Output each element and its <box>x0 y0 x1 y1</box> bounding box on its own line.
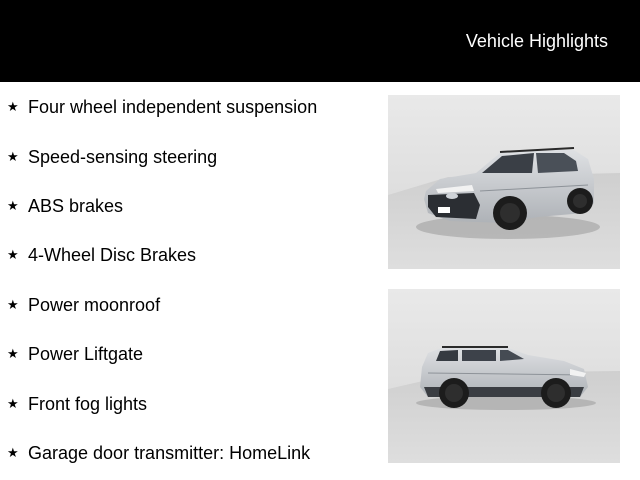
feature-item <box>7 146 217 168</box>
feature-item <box>7 244 196 266</box>
suv-side-profile-photo <box>388 289 620 463</box>
star-icon: ★ <box>7 346 19 361</box>
feature-label: Front fog lights <box>28 394 148 414</box>
feature-item <box>7 343 143 365</box>
feature-item <box>7 294 160 316</box>
star-icon: ★ <box>7 99 19 114</box>
star-icon: ★ <box>7 445 19 460</box>
feature-label: Four wheel independent suspension <box>28 97 318 117</box>
page-title: Vehicle Highlights <box>465 31 608 51</box>
vehicle-photo-side <box>388 289 620 463</box>
feature-label: Speed-sensing steering <box>28 147 218 167</box>
feature-label: Power Liftgate <box>28 344 144 364</box>
feature-item <box>7 96 317 118</box>
header-bar <box>0 0 640 82</box>
feature-item <box>7 195 123 217</box>
star-icon: ★ <box>7 396 19 411</box>
feature-label: Power moonroof <box>28 295 161 315</box>
star-icon: ★ <box>7 247 19 262</box>
star-icon: ★ <box>7 198 19 213</box>
star-icon: ★ <box>7 297 19 312</box>
feature-item <box>7 393 147 415</box>
feature-label: Garage door transmitter: HomeLink <box>28 443 311 463</box>
vehicle-photo-front <box>388 95 620 269</box>
suv-front-three-quarter-photo <box>388 95 620 269</box>
feature-item <box>7 442 310 464</box>
star-icon: ★ <box>7 149 19 164</box>
feature-label: 4-Wheel Disc Brakes <box>28 245 197 265</box>
feature-label: ABS brakes <box>28 196 124 216</box>
